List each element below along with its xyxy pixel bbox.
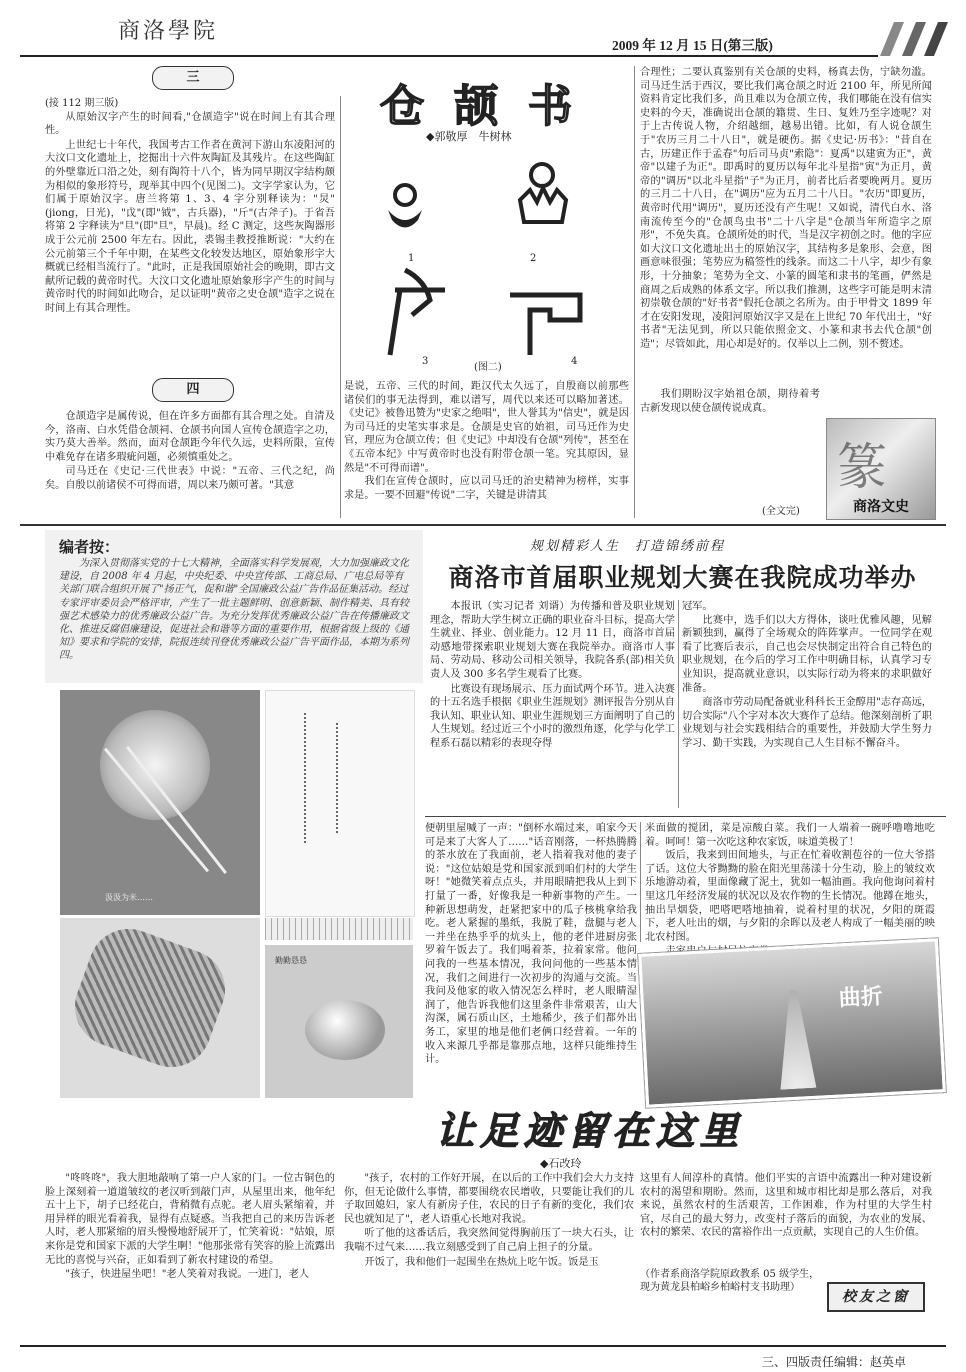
stamp-shangluo-wenshi: 篆 商洛文史 [826, 418, 936, 520]
paragraph: 司马迁在《史记·三代世表》中说："五帝、三代之纪，尚矣。自殷以前诸侯不可得而谱，周以来乃颇可著。"其意 [45, 466, 335, 491]
article-col3 [640, 66, 932, 386]
header-rule [20, 55, 878, 57]
column-rule [634, 66, 635, 518]
ad-image-piggy-bank [265, 945, 413, 1098]
ad-piggy-text: 勤勤恳恳 [275, 956, 307, 965]
article-col3-end [640, 388, 820, 500]
story-col2 [645, 822, 935, 943]
ad-image-calligraphy [265, 690, 415, 917]
article-col2 [344, 380, 629, 518]
editor-note-box [45, 530, 423, 683]
article-col1-top [45, 97, 335, 365]
footer-editor: 三、四版责任编辑：赵英卓 [762, 1355, 907, 1369]
news-headline: 商洛市首届职业规划大赛在我院成功举办 [448, 563, 917, 592]
editor-note-text: 为深入贯彻落实党的十七大精神，全面落实科学发展观，大力加强廉政文化建设，自 2008 年 4 月起，中央纪委、中央宣传部、工商总局、广电总局等有关部门联合组织开展了"扬正气，促和谐"全国廉政公益广告作品征集活动。经过专家评审委员会严格评审，产生了一批主题鲜明、创意新颖、制作精美、具有较强艺术感染力的优秀廉政公益广告。为充分发挥优秀廉政公益广告在传播廉政文化、推进反腐倡廉建设，促进社会和谐等方面的重要作用，根据省级上级的《通知》要求和学院的安排，院报连续刊登优秀廉政公益广告平面作品，本期为系列四。 [59, 558, 409, 662]
story-bottom-col2 [344, 1172, 634, 1318]
story-bottom-col1 [45, 1172, 335, 1318]
figure-caption: (图二) [474, 362, 502, 373]
paragraph: 是说，五帝、三代的时间，距汉代太久远了，自殷商以前那些诸侯们的事无法得到，难以谱写，周代以来还可以略加著述。《史记》被鲁迅赞为"史家之绝唱"，世人誉其为"信史"，就是因为司马迁的史笔实事求是。仓颉是史官的始祖，司马迁作为史官，理应为仓颉立传；但《史记》中却没有仓颉"列传"，甚至在《五帝本纪》中写黄帝时也没有附带仓颉一笔。究其原因，显然是"不可得而谱"。 [344, 381, 629, 474]
fig-number-1: 1 [408, 253, 415, 264]
story-bottom-col3 [640, 1172, 932, 1266]
editor-note-title: 编者按： [59, 538, 120, 556]
story-col1 [425, 822, 637, 1084]
stamp-alumni-window: 校友之窗 [827, 1282, 925, 1312]
author-bio: （作者系商洛学院原政教系 05 级学生，现为黄龙县柏峪乡柏峪村支书助理） [640, 1269, 820, 1293]
paragraph: 比赛设有现场展示、压力面试两个环节。进入决赛的十五名选手根据《职业生涯规划》测评报告分别从自我认知、职业认知、职业生涯规划三方面阐明了自己的人生规划。经过近三个小时的激烈角逐，化学与化学工程系石磊以精彩的表现夺得 [430, 683, 675, 749]
paragraph: "咚咚咚"，我大胆地敲响了第一户人家的门。一位古铜色的脸上深刻着一道道皱纹的老汉听到敲门声，从屋里出来，他年纪五十上下，胡子已经花白，背稍微有点驼。老人眉头紧缩着，并用异样的眼光看着我，显得有点疑惑。当我把自己的来历告诉老人时，老人那紧缩的眉头慢慢地舒展开了，忙笑着说："姑娘，原来你是党和国家下派的大学生啊！"他那张常有笑容的脸上流露出无比的喜悦与兴奋，正如看到了新农村建设的希望。 [45, 1173, 335, 1266]
footer-rule [20, 1345, 946, 1347]
story-photo-road [638, 938, 946, 1107]
section-divider [425, 816, 946, 817]
paragraph: 饭后，我来到田间地头，与正在忙着收割苞谷的一位大爷搭了话。这位大爷黝黝的脸在阳光里荡漾十分生动，脸上的皱纹欢乐地游动着，里面像藏了泥土，犹如一幅油画。我向他询问着村里这几年经济发展的状况以及农作物的生长情况。他蹲在地头，抽出旱烟袋，吧嗒吧嗒地抽着，说着村里的状况，夕阳的斑霞下，老人吐出的烟，与夕阳的余晖以及老人构成了一幅美丽的映北农村图。 [645, 850, 935, 943]
ruler-image [265, 918, 413, 940]
issue-date: 2009 年 12 月 15 日(第三版) [612, 38, 773, 53]
ad-rice-text: 汲汲为米…… [105, 893, 153, 902]
news-subtitle: 规划精彩人生 打造锦绣前程 [530, 539, 726, 554]
paragraph: 听了他的这番话后，我突然间觉得胸前压了一块大石头，让我喘不过气来……我立刻感受到了自己肩上担子的分量。 [344, 1228, 634, 1253]
paragraph: 我们期盼汉字始祖仓颉，期待着考古新发现以使仓颉传说成真。 [640, 389, 820, 414]
paragraph: 这里有人间淳朴的真情。他们平实的言语中流露出一种对建设新农村的渴望和期盼。然而，这里和城市相比却是那么落后，对我来说，虽然农村的生活艰苦，工作困难，作为村里的大学生村官，尽自己的最大努力，改变村子落后的面貌，为农业的发展、农村的繁荣、农民的富裕作出一点贡献，实现自己的人生价值。 [640, 1173, 932, 1239]
ad-image-hot-water-bottle [60, 918, 260, 1098]
continued-note: (接 112 期三版) [45, 98, 119, 109]
article-author: ◆郭敬厚 牛树林 [426, 130, 512, 143]
news-col1 [430, 600, 675, 810]
paragraph: 商洛市劳动局配备就业科科长王金醇用"志存高远，切合实际"八个字对本次大赛作了总结。他深刻剖析了职业规划与社会实践相结合的重要性，并鼓励大学生努力学习、勤干实践，为实现自己人生目标不懈奋斗。 [682, 697, 932, 749]
story-title: 让足迹留在这里 [435, 1108, 744, 1153]
paragraph: 我们在宣传仓颉时，应以司马迁的治史精神为榜样，实事求是。一要不回避"传说"二字，关键是讲清其 [344, 476, 629, 501]
paragraph: 冠军。 [682, 601, 713, 612]
paragraph: "孩子，农村的工作好开展，在以后的工作中我们会大力支持你，但无论做什么事情，都要围绕农民增收，只要能让我们的儿子取回媳妇，家人有新房子住，农民的日子有新的变化，我们农民也就知足了"，老人语重心长地对我说。 [344, 1173, 634, 1225]
column-rule [340, 96, 341, 518]
section-label-three: 三 [152, 66, 234, 90]
fig-number-2: 2 [530, 253, 537, 264]
pottery-symbols-figure [370, 150, 620, 380]
section-label-four: 四 [152, 378, 234, 402]
paragraph: "孩子，快进屋坐吧！"老人笑着对我说。一进门，老人 [65, 1269, 310, 1281]
column-rule [640, 822, 641, 942]
paragraph: 仓颉造字是属传说，但在许多方面都有其合理之处。自清及今，洛南、白水凭借仓颉祠、仓颉书向国人宣传仓颉造字之功，实乃莫大善举。然而，面对仓颉距今年代久远，史料所限，宣传中难免存在诸多瑕疵问题，必须慎重处之。 [45, 411, 335, 463]
masthead-logo: 商洛學院 [118, 19, 219, 44]
column-rule [678, 600, 679, 808]
article-title-cangjie: 仓颉书 [380, 81, 602, 132]
section-divider [20, 524, 946, 526]
paragraph: 开饭了，我和他们一起围坐在热炕上吃午饭。饭是玉 [364, 1256, 599, 1268]
news-col2 [682, 600, 932, 810]
story-author: ◆石改玲 [540, 1157, 582, 1170]
paragraph: 米面做的搅团，菜是凉酸白菜。我们一人端着一碗呼噜噜地吃着。呵呵！第一次吃这种农家饭，味道美极了！ [645, 823, 935, 848]
paragraph: 上世纪七十年代，我国考古工作者在黄河下游山东凌阳河的大汶口文化遗址上，挖掘出十六件灰陶缸及其残片。在这些陶缸的外壁靠近口沿之处，刻有陶符十八个，皆为同早期汉字结构颇为相似的象形符号，现举其中四个(见图二)。文字学家认为，它们属于原始汉字。唐兰将第 1、3、4 字分别释读为："炅"(jiong，日光)，"戉"(即"钺"，古兵器)，"斤"(古斧子)。于省吾将第 2 字释读为"旦"(即"旦"，早晨)。经 C 测定，这些灰陶器形成于公元前 2500 年左右。因此，裘锡圭教授推断说："大约在公元前第三个千年中期，在某些文化较发达地区，原始象形字大概就已经相当流行了。"此时，正是我国原始社会的晚期，即古文献所记载的黄帝时代。大汶口文化遗址原始象形字产生的时间与黄帝时代的时间如此吻合，足以证明"黄帝之史仓颉"造字之说在时间上有其合理性。 [45, 139, 335, 314]
paragraph: 便朝里屋喊了一声："倒杯水端过来，咱家今天可是来了大客人了……"话音刚落，一杯热腾腾的茶水放在了我面前，老人指着我对他的妻子说："这位姑娘是党和国家派到咱们村的大学生呀！"她微笑着点点头，并用眼睛把我从上到下打量了一番，好像我是一种新事物的产生。一种新思想萌发，赶紧把家中的瓜子核桃拿给我吃。老人紧握的墨纸，我脱了鞋，盘腿与老人一并坐在热乎乎的炕头上，他的老伴进厨房张罗着午饭去了。我们喝着茶，拉着家常。他问问我的一些基本情况，我问问他的一些基本情况，我们之间进行一次初步的沟通与交流。当我问及他家的收入情况怎么样时，老人眼睛湿润了，他告诉我他们这里条件非常艰苦，山大沟深，属石质山区，土地稀少，孩子们都外出务工，家里的地是他们老俩口经营着。一年的收入来源几乎都是靠那点地，这样只能维持生计。 [425, 823, 637, 1066]
paragraph: 合理性；二要认真鉴别有关仓颉的史料，杨真去伪，宁缺勿滥。司马迁生活于西汉，要比我们离仓颉之时近 2100 年，所见所闻资料肯定比我们多，尚且难以为仓颉立传，我们哪能在没有信实史料的今天，准确说出仓颉的籍贯、生日、复姓乃至字迹呢？对于上古传说人物，介绍越细，越易出错。比如，有人说仓颉生于"农历三月二十八日"，就是硬伤。据《史记·历书》："昔自在古，历建正作于孟春"句后司马贞"索隐"：夏禹"以建寅为正"，黄帝"以建子为正"。即禹时的夏历以每年北斗星指"寅"为正月，黄帝的"调历"以北斗星指"子"为正月，前者比后者要晚两月。夏历的三月二十八日，在"调历"应为五月二十八日。"农历"即夏历，黄帝时代用"调历"，夏历还没有产生呢！又如说，清代白水、洛南流传至今的"仓颉鸟虫书"二十八字是"仓颉当年所造字之原形"，不免失真。仓颉所处的时代，当是汉字初创之时。他的字应如大汶口文化遗址出土的原始汉字，其结构多是象形、会意，图画意味很强；笔势应为稿签性的线条。而这二十八字，却少有象形，十分抽象；笔势为全文、小篆的圆笔和隶书的笔画，俨然是商周之后成熟的体系文字。所以我们推测，这些字可能是明末清初崇敬仓颉的"好书者"假托仓颉之名所为。由于甲骨文 1899 年才在安阳发现，凌阳河原始汉字又是在上世纪 70 年代出土，"好书者"无法见到，所以只能依照金文、小篆和隶书去代仓颉"创造"；尽管如此，用心却是好的。仅举以上二例，别不赘述。 [640, 67, 932, 350]
story-photo-label: 曲折 [838, 983, 884, 1012]
paragraph: 比赛中，选手们以大方得体，谈吐优雅风趣，见解新颖独到，赢得了全场观众的阵阵掌声。一位同学在观看了比赛后表示，自己也会尽快制定出符合自己特色的职业规划，在今后的学习工作中明确目标，认真学习专业知识，提高就业意识，以实际行动为将来的求职做好准备。 [682, 614, 932, 694]
header-stripes-decoration [872, 22, 952, 56]
stamp-text: 商洛文史 [853, 499, 909, 515]
article-col1-bottom [45, 410, 335, 518]
paragraph: 从原始汉字产生的时间看,"仓颉造字"说在时间上有其合理性。 [45, 111, 335, 137]
fig-number-4: 4 [571, 356, 578, 367]
ad-image-rice [60, 690, 260, 915]
article-end-mark: (全文完) [762, 506, 800, 517]
paragraph: 本报讯（实习记者 刘谞）为传播和普及职业规划理念，帮助大学生树立正确的职业奋斗目标，提高大学生就业、择业、创业能力。12 月 11 日，商洛市首届动感地带探索职业规划大赛在我院举办。商洛市人事局、劳动局、移动公司相关领导，我院各系(部)相关负责人及 300 多名学生观看了比赛。 [430, 601, 675, 680]
fig-number-3: 3 [422, 356, 429, 367]
